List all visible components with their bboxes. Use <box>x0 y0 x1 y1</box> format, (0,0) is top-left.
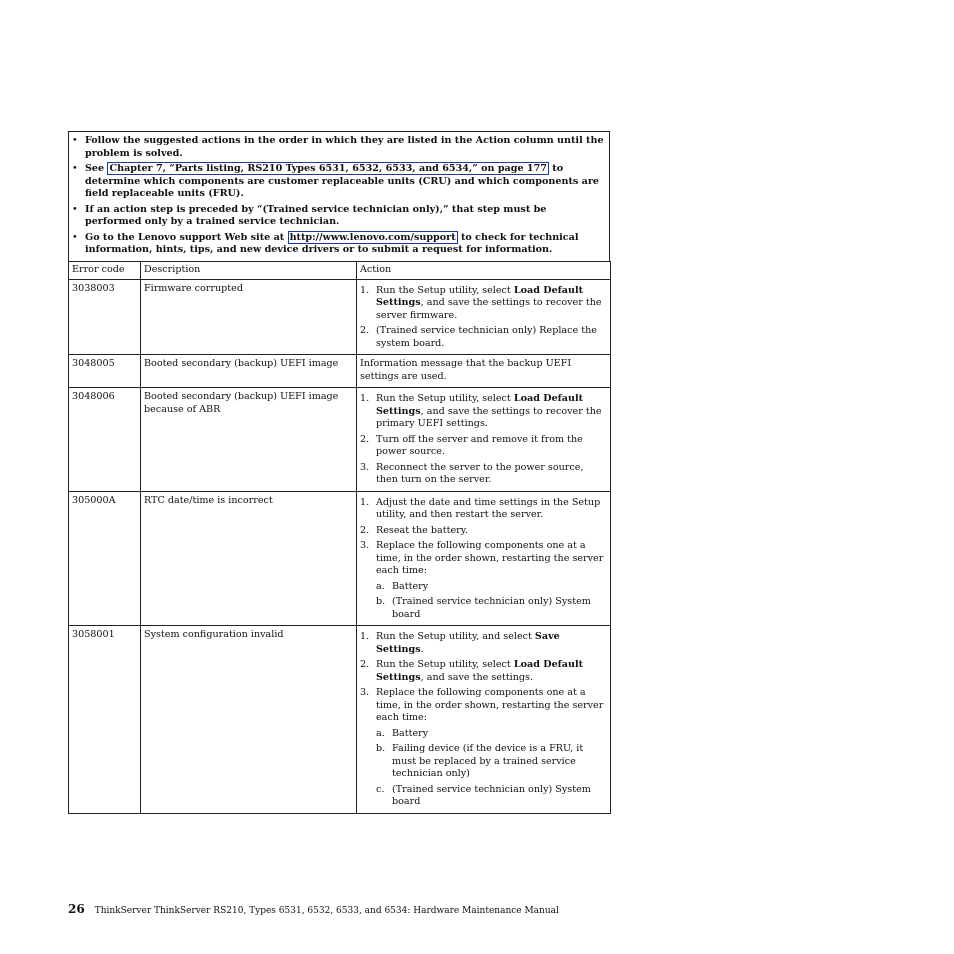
error-table-frame <box>68 131 610 814</box>
description-cell: Booted secondary (backup) UEFI image because of ABR <box>141 388 357 492</box>
bullet-icon: • <box>72 163 78 174</box>
error-code-cell: 3058001 <box>69 626 141 814</box>
action-step: 2. Reseat the battery. <box>360 524 468 536</box>
notes-box <box>68 131 610 261</box>
action-substep: a. Battery <box>376 727 429 739</box>
note-item <box>72 135 606 160</box>
note-text: Follow the suggested actions in the order in which they are listed in the Action column until the problem is solved. <box>85 135 604 159</box>
action-substep: b. (Trained service technician only) System board <box>376 596 591 620</box>
note-text: to determine which components are customer replaceable units (CRU) and which components are field replaceable units (FRU). <box>85 163 600 199</box>
table-header-row <box>69 261 611 279</box>
description-cell: Booted secondary (backup) UEFI image <box>141 355 357 388</box>
error-code-cell: 305000A <box>69 491 141 626</box>
action-step: 1. Run the Setup utility, and select Save Settings. <box>360 631 560 655</box>
error-code-cell: 3038003 <box>69 279 141 355</box>
note-item <box>72 163 606 201</box>
action-step: 3. Reconnect the server to the power source, then turn on the server. <box>360 461 584 485</box>
action-substep: a. Battery <box>376 580 429 592</box>
action-step: 2. Run the Setup utility, select Load Default Settings, and save the settings. <box>360 659 584 683</box>
page-number: 26 <box>68 902 85 916</box>
action-step: 1. Run the Setup utility, select Load Default Settings, and save the settings to recover the primary UEFI settings. <box>360 393 602 429</box>
table-row <box>69 388 611 492</box>
description-cell: Firmware corrupted <box>141 279 357 355</box>
action-substep: b. Failing device (if the device is a FRU, it must be replaced by a trained service technician only) <box>376 743 584 779</box>
header-action: Action <box>357 261 611 279</box>
lenovo-support-link[interactable]: http://www.lenovo.com/support <box>289 231 456 243</box>
bullet-icon: • <box>72 135 78 146</box>
action-step: 1. Adjust the date and time settings in the Setup utility, and then restart the server. <box>360 496 601 520</box>
table-row <box>69 279 611 355</box>
action-step: 3. Replace the following components one at a time, in the order shown, restarting the server each time: a. Battery b. (Trained service technician only) System board <box>360 540 607 621</box>
note-text: to check for technical information, hints, tips, and new device drivers or to submit a request for information. <box>85 231 579 255</box>
note-item <box>72 204 606 229</box>
description-cell: RTC date/time is incorrect <box>141 491 357 626</box>
table-row <box>69 355 611 388</box>
error-code-table <box>68 261 611 814</box>
chapter-7-link[interactable]: Chapter 7, “Parts listing, RS210 Types 6531, 6532, 6533, and 6534,” on page 177 <box>109 163 547 174</box>
error-code-cell: 3048006 <box>69 388 141 492</box>
action-step: 3. Replace the following components one at a time, in the order shown, restarting the server each time: a. Battery b. Failing device (if the device is a FRU, it must be replaced by a trained service technician only) c. (Trained service technician only) System board <box>360 687 607 809</box>
action-cell <box>357 626 611 814</box>
header-description: Description <box>141 261 357 279</box>
bullet-icon: • <box>72 203 78 215</box>
description-cell: System configuration invalid <box>141 626 357 814</box>
header-error-code: Error code <box>69 261 141 279</box>
action-cell: Information message that the backup UEFI settings are used. <box>357 355 611 388</box>
note-text: Go to the Lenovo support Web site at <box>85 231 288 243</box>
note-item <box>72 232 606 257</box>
action-cell <box>357 388 611 492</box>
bullet-icon: • <box>72 231 78 243</box>
note-text: See <box>85 163 108 174</box>
action-cell <box>357 491 611 626</box>
action-substep: c. (Trained service technician only) System board <box>376 783 591 807</box>
action-cell <box>357 279 611 355</box>
table-row <box>69 626 611 814</box>
note-text: If an action step is preceded by “(Trained service technician only),” that step must be performed only by a trained service technician. <box>85 203 547 227</box>
action-step: 2. (Trained service technician only) Replace the system board. <box>360 325 597 349</box>
action-step: 1. Run the Setup utility, select Load Default Settings, and save the settings to recover the server firmware. <box>360 284 602 321</box>
page-footer <box>68 902 559 916</box>
footer-title: ThinkServer ThinkServer RS210, Types 6531, 6532, 6533, and 6534: Hardware Maintenance Manual <box>94 906 559 916</box>
action-step: 2. Turn off the server and remove it from the power source. <box>360 433 583 457</box>
table-row <box>69 491 611 626</box>
error-code-cell: 3048005 <box>69 355 141 388</box>
